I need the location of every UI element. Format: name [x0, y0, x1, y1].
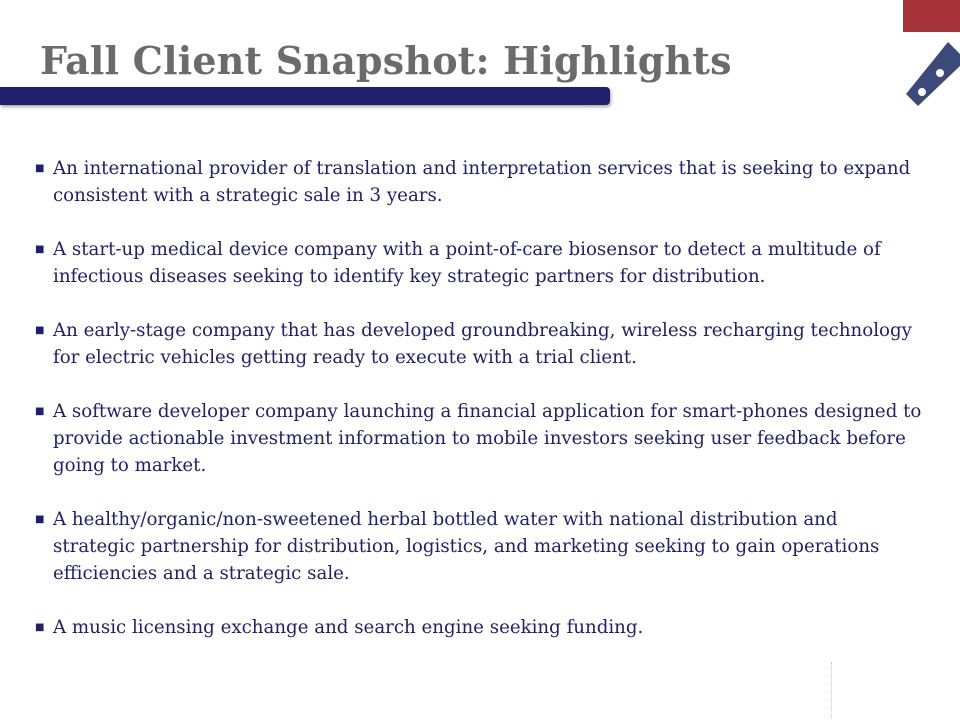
decorative-dot-bar-icon [900, 40, 960, 120]
bullet-square-icon: ■ [35, 406, 45, 417]
bullet-item [35, 614, 925, 641]
bullet-text: An early-stage company that has developed groundbreaking, wireless recharging technology for electric vehicles getting ready to execute with a trial client. [53, 320, 912, 368]
bullet-square-icon: ■ [35, 325, 45, 336]
bullet-item [35, 155, 925, 209]
bullet-square-icon: ■ [35, 163, 45, 174]
bullet-item [35, 398, 925, 479]
corner-red-block [903, 0, 960, 32]
bullet-text: A healthy/organic/non-sweetened herbal bottled water with national distribution and strategic partnership for distribution, logistics, and marketing seeking to gain operations efficiencies and a strategic sale. [53, 509, 880, 584]
bullet-item [35, 506, 925, 587]
bullet-square-icon: ■ [35, 622, 45, 633]
title-underline-bar [0, 87, 610, 105]
bullet-text: A software developer company launching a financial application for smart-phones designed to provide actionable investment information to mobile investors seeking user feedback before going to market. [53, 401, 922, 476]
decorative-dotted-line [831, 662, 832, 718]
bullet-text: A music licensing exchange and search engine seeking funding. [53, 617, 644, 638]
bullet-square-icon: ■ [35, 244, 45, 255]
bullet-list [35, 155, 925, 668]
bullet-item [35, 236, 925, 290]
slide-title: Fall Client Snapshot: Highlights [40, 38, 732, 83]
bullet-text: An international provider of translation and interpretation services that is seeking to expand consistent with a strategic sale in 3 years. [53, 158, 911, 206]
bullet-square-icon: ■ [35, 514, 45, 525]
bullet-text: A start-up medical device company with a point-of-care biosensor to detect a multitude of infectious diseases seeking to identify key strategic partners for distribution. [53, 239, 881, 287]
bullet-item [35, 317, 925, 371]
